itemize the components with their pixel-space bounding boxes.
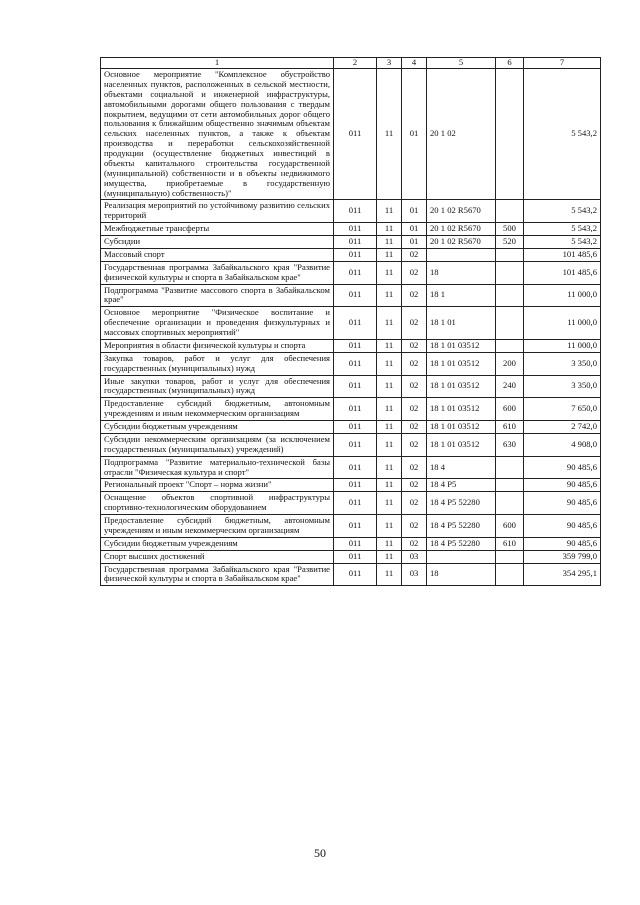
expense-type-cell: 610 <box>496 537 524 550</box>
expense-type-cell: 200 <box>496 352 524 375</box>
ministry-code-cell: 011 <box>334 223 377 236</box>
column-header: 4 <box>402 58 427 69</box>
expense-type-cell: 630 <box>496 433 524 456</box>
subsection-code-cell: 01 <box>402 223 427 236</box>
table-row <box>101 398 601 421</box>
amount-cell: 90 485,6 <box>524 479 601 492</box>
section-code-cell: 11 <box>377 492 402 515</box>
table-row <box>101 515 601 538</box>
expense-type-cell: 600 <box>496 515 524 538</box>
expense-type-cell <box>496 563 524 586</box>
section-code-cell: 11 <box>377 261 402 284</box>
section-code-cell: 11 <box>377 200 402 223</box>
target-article-cell: 18 1 01 <box>427 307 496 340</box>
amount-cell: 5 543,2 <box>524 223 601 236</box>
section-code-cell: 11 <box>377 223 402 236</box>
target-article-cell: 20 1 02 R5670 <box>427 200 496 223</box>
subsection-code-cell: 03 <box>402 550 427 563</box>
row-name-cell: Спорт высших достижений <box>101 550 334 563</box>
page-number: 50 <box>314 846 326 860</box>
table-row <box>101 223 601 236</box>
target-article-cell: 18 4 P5 <box>427 479 496 492</box>
section-code-cell: 11 <box>377 248 402 261</box>
table-row <box>101 456 601 479</box>
row-name-cell: Оснащение объектов спортивной инфраструктуры спортивно-технологическим оборудованием <box>101 492 334 515</box>
table-row <box>101 433 601 456</box>
subsection-code-cell: 02 <box>402 261 427 284</box>
table-row <box>101 248 601 261</box>
expense-type-cell <box>496 492 524 515</box>
amount-cell: 90 485,6 <box>524 515 601 538</box>
subsection-code-cell: 02 <box>402 515 427 538</box>
section-code-cell: 11 <box>377 563 402 586</box>
subsection-code-cell: 03 <box>402 563 427 586</box>
amount-cell: 11 000,0 <box>524 307 601 340</box>
row-name-cell: Субсидии бюджетным учреждениям <box>101 537 334 550</box>
section-code-cell: 11 <box>377 69 402 200</box>
ministry-code-cell: 011 <box>334 563 377 586</box>
subsection-code-cell: 02 <box>402 537 427 550</box>
row-name-cell: Подпрограмма "Развитие материально-технической базы отрасли "Физическая культура и спорт" <box>101 456 334 479</box>
section-code-cell: 11 <box>377 352 402 375</box>
ministry-code-cell: 011 <box>334 398 377 421</box>
expense-type-cell: 520 <box>496 236 524 249</box>
ministry-code-cell: 011 <box>334 261 377 284</box>
section-code-cell: 11 <box>377 537 402 550</box>
target-article-cell <box>427 248 496 261</box>
section-code-cell: 11 <box>377 479 402 492</box>
row-name-cell: Мероприятия в области физической культуры и спорта <box>101 339 334 352</box>
table-row <box>101 284 601 307</box>
amount-cell: 3 350,0 <box>524 352 601 375</box>
subsection-code-cell: 02 <box>402 352 427 375</box>
target-article-cell: 20 1 02 R5670 <box>427 236 496 249</box>
row-name-cell: Подпрограмма "Развитие массового спорта в Забайкальском крае" <box>101 284 334 307</box>
section-code-cell: 11 <box>377 515 402 538</box>
section-code-cell: 11 <box>377 398 402 421</box>
expense-type-cell <box>496 339 524 352</box>
row-name-cell: Субсидии бюджетным учреждениям <box>101 421 334 434</box>
expense-type-cell <box>496 479 524 492</box>
row-name-cell: Закупка товаров, работ и услуг для обеспечения государственных (муниципальных) нужд <box>101 352 334 375</box>
ministry-code-cell: 011 <box>334 479 377 492</box>
section-code-cell: 11 <box>377 550 402 563</box>
target-article-cell: 18 4 P5 52280 <box>427 537 496 550</box>
table-row <box>101 479 601 492</box>
expense-type-cell: 500 <box>496 223 524 236</box>
target-article-cell: 18 1 01 03512 <box>427 398 496 421</box>
subsection-code-cell: 02 <box>402 307 427 340</box>
expense-type-cell: 600 <box>496 398 524 421</box>
ministry-code-cell: 011 <box>334 236 377 249</box>
expense-type-cell <box>496 307 524 340</box>
ministry-code-cell: 011 <box>334 248 377 261</box>
row-name-cell: Предоставление субсидий бюджетным, автономным учреждениям и иным некоммерческим организациям <box>101 398 334 421</box>
subsection-code-cell: 02 <box>402 479 427 492</box>
subsection-code-cell: 02 <box>402 492 427 515</box>
section-code-cell: 11 <box>377 421 402 434</box>
section-code-cell: 11 <box>377 307 402 340</box>
row-name-cell: Государственная программа Забайкальского края "Развитие физической культуры и спорта в Забайкальском крае" <box>101 261 334 284</box>
ministry-code-cell: 011 <box>334 456 377 479</box>
target-article-cell: 18 4 P5 52280 <box>427 492 496 515</box>
amount-cell: 90 485,6 <box>524 456 601 479</box>
row-name-cell: Межбюджетные трансферты <box>101 223 334 236</box>
expense-type-cell: 240 <box>496 375 524 398</box>
target-article-cell: 18 1 01 03512 <box>427 339 496 352</box>
amount-cell: 11 000,0 <box>524 339 601 352</box>
ministry-code-cell: 011 <box>334 375 377 398</box>
amount-cell: 5 543,2 <box>524 69 601 200</box>
column-header: 5 <box>427 58 496 69</box>
subsection-code-cell: 01 <box>402 69 427 200</box>
table-row <box>101 261 601 284</box>
row-name-cell: Предоставление субсидий бюджетным, автономным учреждениям и иным некоммерческим организациям <box>101 515 334 538</box>
target-article-cell: 20 1 02 R5670 <box>427 223 496 236</box>
ministry-code-cell: 011 <box>334 352 377 375</box>
ministry-code-cell: 011 <box>334 200 377 223</box>
target-article-cell <box>427 550 496 563</box>
row-name-cell: Государственная программа Забайкальского края "Развитие физической культуры и спорта в Забайкальском крае" <box>101 563 334 586</box>
budget-table <box>100 57 601 586</box>
ministry-code-cell: 011 <box>334 69 377 200</box>
row-name-cell: Основное мероприятие "Физическое воспитание и обеспечение организации и проведения физкультурных и массовых спортивных мероприятий" <box>101 307 334 340</box>
section-code-cell: 11 <box>377 456 402 479</box>
row-name-cell: Субсидии некоммерческим организациям (за исключением государственных (муниципальных) учреждений) <box>101 433 334 456</box>
amount-cell: 90 485,6 <box>524 492 601 515</box>
column-header: 6 <box>496 58 524 69</box>
row-name-cell: Реализация мероприятий по устойчивому развитию сельских территорий <box>101 200 334 223</box>
table-row <box>101 339 601 352</box>
ministry-code-cell: 011 <box>334 307 377 340</box>
target-article-cell: 18 <box>427 563 496 586</box>
subsection-code-cell: 01 <box>402 200 427 223</box>
ministry-code-cell: 011 <box>334 492 377 515</box>
ministry-code-cell: 011 <box>334 284 377 307</box>
amount-cell: 7 650,0 <box>524 398 601 421</box>
target-article-cell: 18 1 01 03512 <box>427 375 496 398</box>
section-code-cell: 11 <box>377 236 402 249</box>
subsection-code-cell: 02 <box>402 433 427 456</box>
amount-cell: 5 543,2 <box>524 200 601 223</box>
ministry-code-cell: 011 <box>334 550 377 563</box>
expense-type-cell <box>496 200 524 223</box>
table-body <box>101 69 601 586</box>
expense-type-cell <box>496 284 524 307</box>
table-row <box>101 550 601 563</box>
target-article-cell: 18 4 P5 52280 <box>427 515 496 538</box>
expense-type-cell <box>496 456 524 479</box>
ministry-code-cell: 011 <box>334 339 377 352</box>
amount-cell: 359 799,0 <box>524 550 601 563</box>
row-name-cell: Массовый спорт <box>101 248 334 261</box>
section-code-cell: 11 <box>377 375 402 398</box>
column-header: 1 <box>101 58 334 69</box>
target-article-cell: 18 1 01 03512 <box>427 352 496 375</box>
table-row <box>101 200 601 223</box>
table-row <box>101 563 601 586</box>
row-name-cell: Региональный проект "Спорт – норма жизни" <box>101 479 334 492</box>
target-article-cell: 20 1 02 <box>427 69 496 200</box>
subsection-code-cell: 02 <box>402 398 427 421</box>
expense-type-cell: 610 <box>496 421 524 434</box>
table-header <box>101 58 601 69</box>
ministry-code-cell: 011 <box>334 537 377 550</box>
section-code-cell: 11 <box>377 339 402 352</box>
subsection-code-cell: 02 <box>402 284 427 307</box>
amount-cell: 101 485,6 <box>524 261 601 284</box>
column-header: 7 <box>524 58 601 69</box>
subsection-code-cell: 02 <box>402 456 427 479</box>
amount-cell: 101 485,6 <box>524 248 601 261</box>
subsection-code-cell: 01 <box>402 236 427 249</box>
amount-cell: 3 350,0 <box>524 375 601 398</box>
ministry-code-cell: 011 <box>334 421 377 434</box>
table-row <box>101 537 601 550</box>
row-name-cell: Иные закупки товаров, работ и услуг для обеспечения государственных (муниципальных) нужд <box>101 375 334 398</box>
subsection-code-cell: 02 <box>402 375 427 398</box>
row-name-cell: Основное мероприятие "Комплексное обустройство населенных пунктов, расположенных в сельской местности, объектами социальной и инженерной инфраструктуры, автомобильными дорогами общего пользования с твердым покрытием, ведущими от сети автомобильных дорог общего пользования к ближайшим общественно значимым объектам сельских населенных пунктов, а также к объектам производства и переработки сельскохозяйственной продукции (осуществление бюджетных инвестиций в объекты капитального строительства государственной (муниципальной) собственности и в объекты недвижимого имущества, приобретаемые в государственную (муниципальную) собственность)" <box>101 69 334 200</box>
column-header: 2 <box>334 58 377 69</box>
header-row <box>101 58 601 69</box>
target-article-cell: 18 1 <box>427 284 496 307</box>
expense-type-cell <box>496 69 524 200</box>
amount-cell: 4 908,0 <box>524 433 601 456</box>
table-row <box>101 236 601 249</box>
expense-type-cell <box>496 261 524 284</box>
table-row <box>101 492 601 515</box>
table-row <box>101 69 601 200</box>
table-row <box>101 421 601 434</box>
target-article-cell: 18 1 01 03512 <box>427 421 496 434</box>
subsection-code-cell: 02 <box>402 421 427 434</box>
table-row <box>101 352 601 375</box>
column-header: 3 <box>377 58 402 69</box>
amount-cell: 5 543,2 <box>524 236 601 249</box>
expense-type-cell <box>496 550 524 563</box>
table-row <box>101 375 601 398</box>
amount-cell: 90 485,6 <box>524 537 601 550</box>
section-code-cell: 11 <box>377 433 402 456</box>
target-article-cell: 18 <box>427 261 496 284</box>
ministry-code-cell: 011 <box>334 515 377 538</box>
expense-type-cell <box>496 248 524 261</box>
subsection-code-cell: 02 <box>402 248 427 261</box>
table-row <box>101 307 601 340</box>
amount-cell: 354 295,1 <box>524 563 601 586</box>
amount-cell: 11 000,0 <box>524 284 601 307</box>
target-article-cell: 18 1 01 03512 <box>427 433 496 456</box>
row-name-cell: Субсидии <box>101 236 334 249</box>
target-article-cell: 18 4 <box>427 456 496 479</box>
subsection-code-cell: 02 <box>402 339 427 352</box>
section-code-cell: 11 <box>377 284 402 307</box>
ministry-code-cell: 011 <box>334 433 377 456</box>
amount-cell: 2 742,0 <box>524 421 601 434</box>
